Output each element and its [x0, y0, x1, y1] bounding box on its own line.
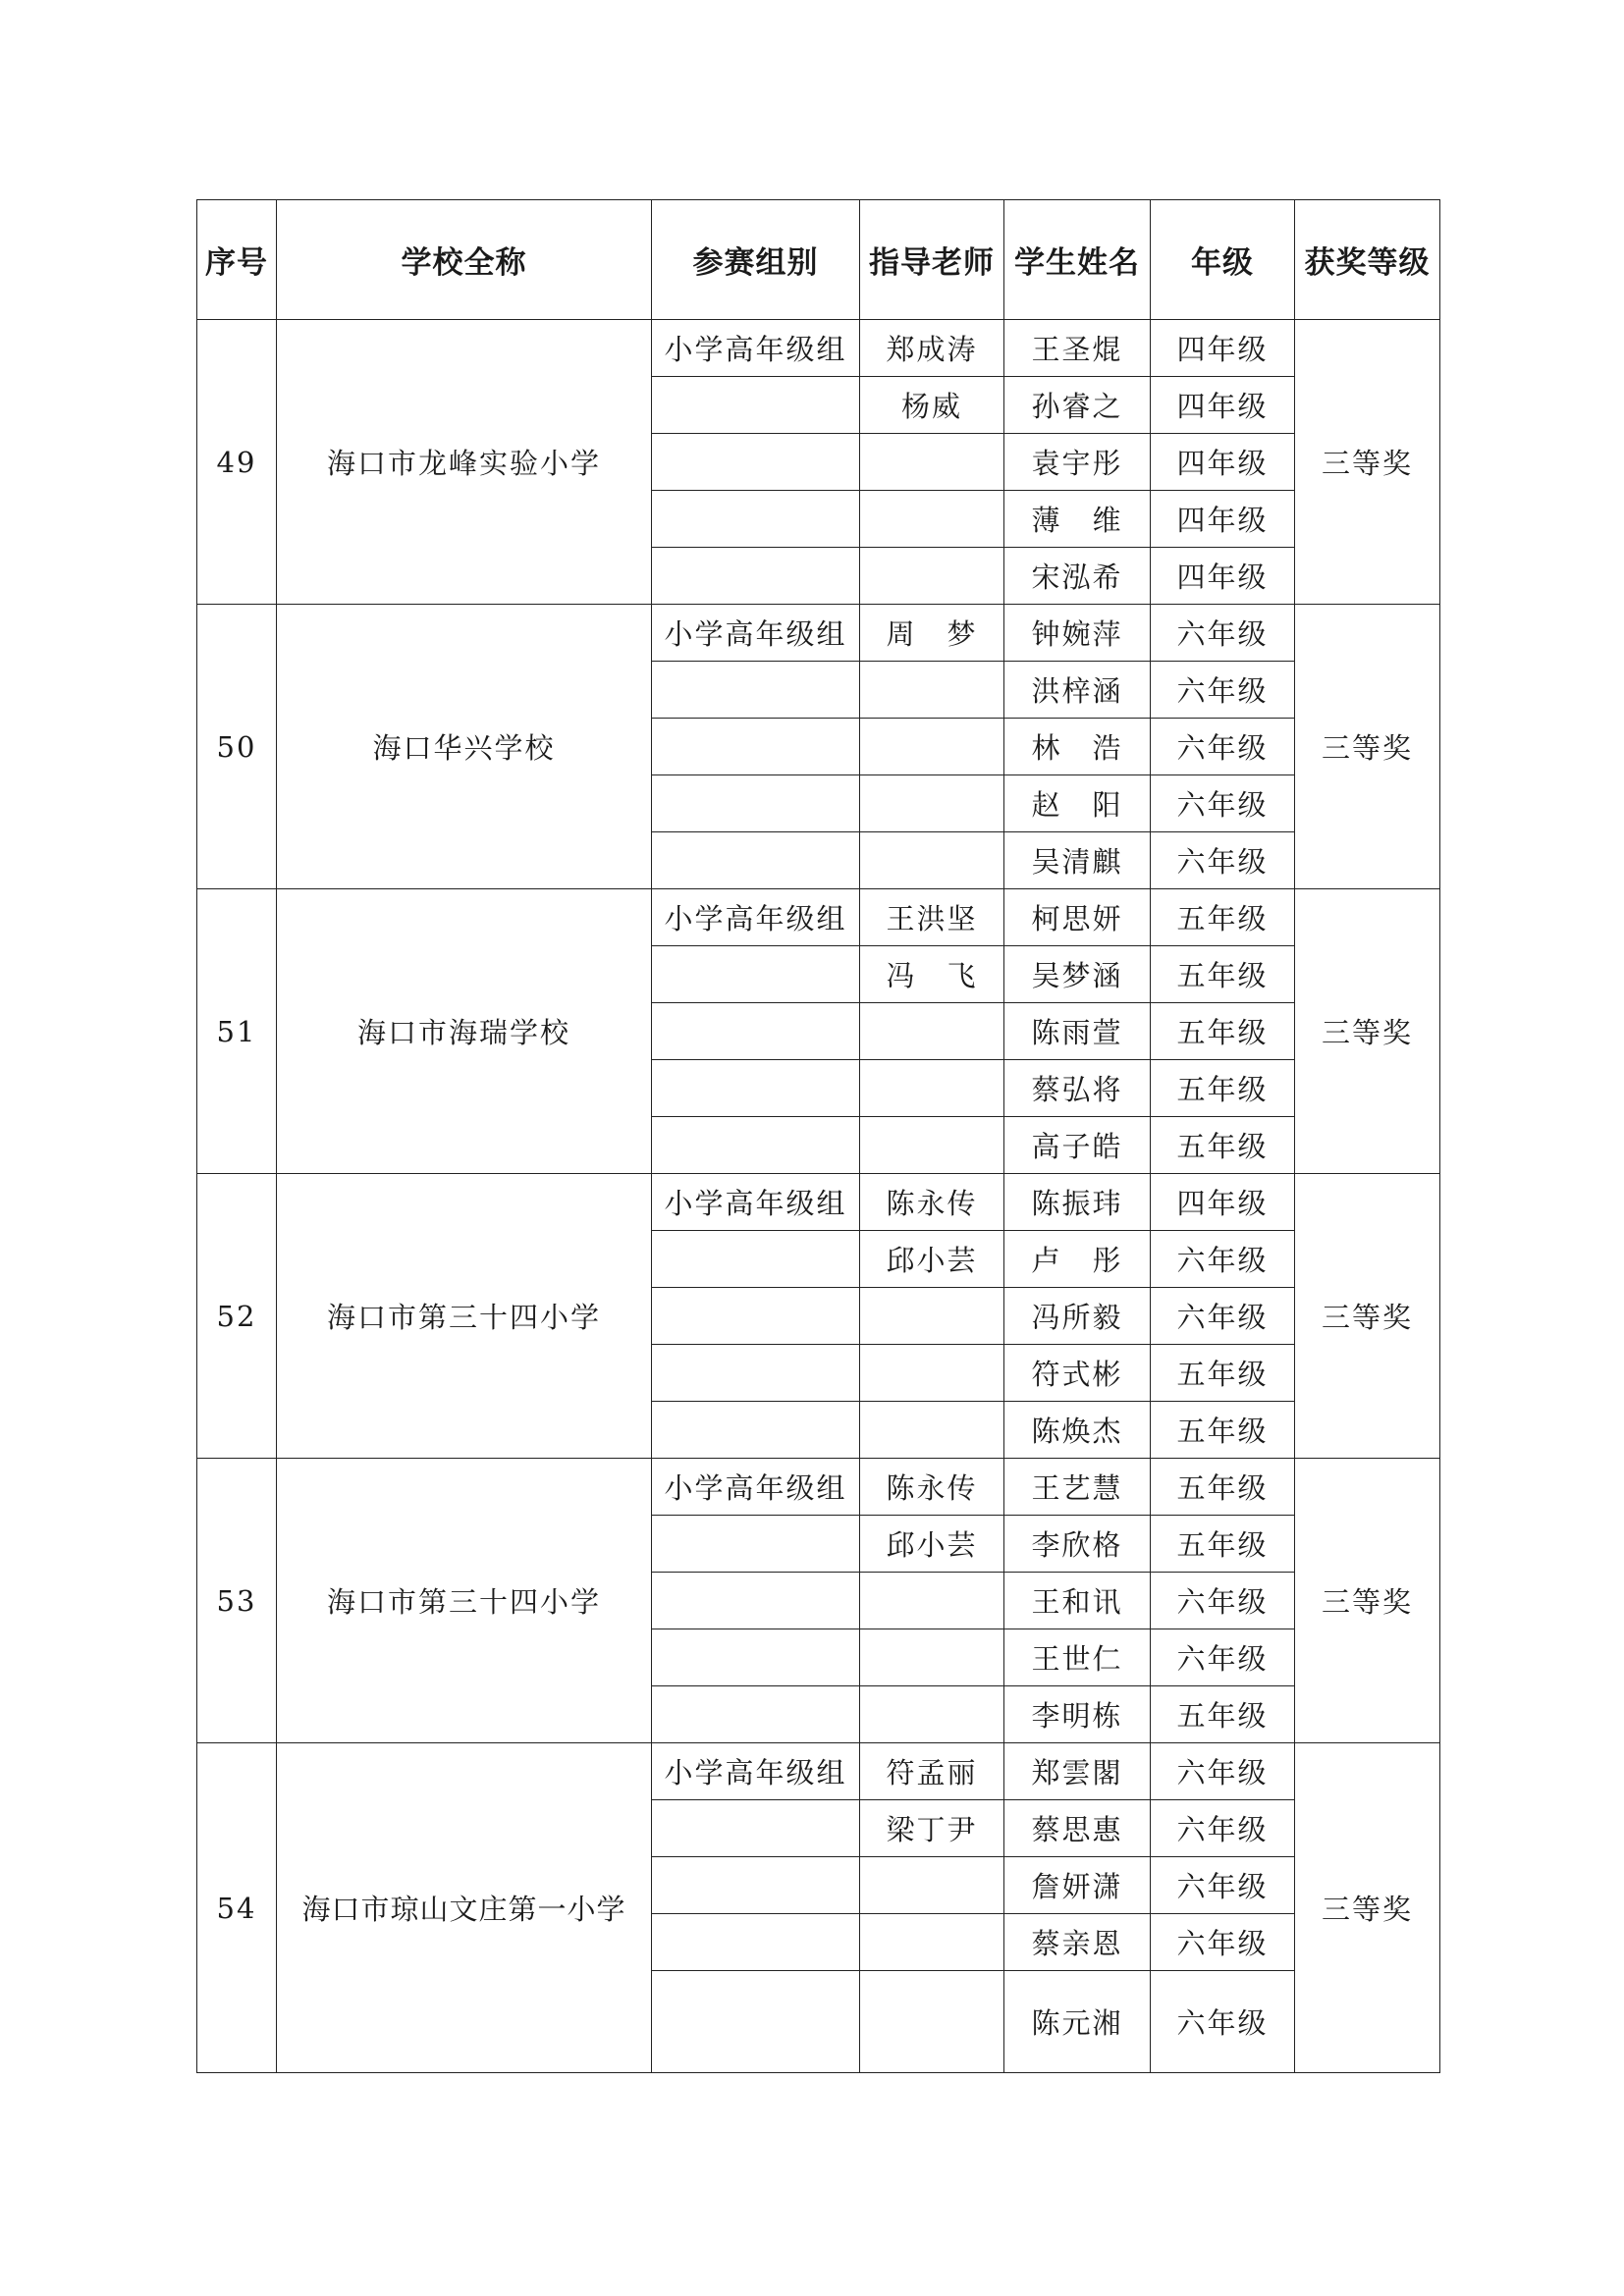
teacher-cell: 杨威: [860, 377, 1004, 434]
student-cell: 符式彬: [1004, 1345, 1151, 1402]
seq-cell: 51: [197, 889, 277, 1174]
award-cell: 三等奖: [1295, 1459, 1440, 1743]
group-cell: [652, 1117, 860, 1174]
grade-cell: 六年级: [1151, 1914, 1295, 1971]
school-cell: 海口华兴学校: [277, 605, 652, 889]
teacher-cell: 符孟丽: [860, 1743, 1004, 1800]
header-group: 参赛组别: [652, 200, 860, 320]
group-cell: 小学高年级组: [652, 605, 860, 662]
grade-cell: 五年级: [1151, 1516, 1295, 1573]
group-cell: [652, 832, 860, 889]
group-cell: [652, 1060, 860, 1117]
teacher-cell: 周 梦: [860, 605, 1004, 662]
grade-cell: 五年级: [1151, 1060, 1295, 1117]
group-cell: [652, 1402, 860, 1459]
teacher-cell: [860, 1288, 1004, 1345]
grade-cell: 五年级: [1151, 889, 1295, 946]
student-cell: 陈元湘: [1004, 1971, 1151, 2073]
grade-cell: 五年级: [1151, 1459, 1295, 1516]
teacher-cell: [860, 1857, 1004, 1914]
award-cell: 三等奖: [1295, 889, 1440, 1174]
seq-cell: 50: [197, 605, 277, 889]
group-cell: [652, 662, 860, 719]
award-cell: 三等奖: [1295, 1743, 1440, 2073]
student-cell: 吴清麒: [1004, 832, 1151, 889]
student-cell: 吴梦涵: [1004, 946, 1151, 1003]
grade-cell: 四年级: [1151, 434, 1295, 491]
student-cell: 陈雨萱: [1004, 1003, 1151, 1060]
teacher-cell: 邱小芸: [860, 1516, 1004, 1573]
student-cell: 蔡思惠: [1004, 1800, 1151, 1857]
teacher-cell: [860, 775, 1004, 832]
group-cell: [652, 719, 860, 775]
grade-cell: 四年级: [1151, 491, 1295, 548]
seq-cell: 54: [197, 1743, 277, 2073]
student-cell: 王圣焜: [1004, 320, 1151, 377]
award-cell: 三等奖: [1295, 320, 1440, 605]
group-cell: [652, 946, 860, 1003]
student-cell: 郑雲閣: [1004, 1743, 1151, 1800]
group-cell: [652, 1003, 860, 1060]
teacher-cell: 王洪坚: [860, 889, 1004, 946]
teacher-cell: 梁丁尹: [860, 1800, 1004, 1857]
group-cell: [652, 1686, 860, 1743]
teacher-cell: [860, 719, 1004, 775]
table-row: [197, 889, 1440, 946]
teacher-cell: [860, 548, 1004, 605]
student-cell: 王和讯: [1004, 1573, 1151, 1629]
grade-cell: 六年级: [1151, 605, 1295, 662]
grade-cell: 六年级: [1151, 775, 1295, 832]
student-cell: 薄 维: [1004, 491, 1151, 548]
grade-cell: 五年级: [1151, 946, 1295, 1003]
teacher-cell: [860, 662, 1004, 719]
group-cell: 小学高年级组: [652, 320, 860, 377]
teacher-cell: [860, 1573, 1004, 1629]
grade-cell: 五年级: [1151, 1686, 1295, 1743]
group-cell: [652, 1629, 860, 1686]
student-cell: 王艺慧: [1004, 1459, 1151, 1516]
teacher-cell: 陈永传: [860, 1459, 1004, 1516]
group-cell: [652, 434, 860, 491]
table-row: [197, 1459, 1440, 1516]
header-school: 学校全称: [277, 200, 652, 320]
group-cell: [652, 548, 860, 605]
group-cell: [652, 1971, 860, 2073]
teacher-cell: [860, 434, 1004, 491]
teacher-cell: [860, 1914, 1004, 1971]
grade-cell: 六年级: [1151, 719, 1295, 775]
teacher-cell: [860, 1629, 1004, 1686]
award-table: [196, 199, 1440, 2073]
group-cell: [652, 1288, 860, 1345]
group-cell: [652, 377, 860, 434]
group-cell: [652, 1345, 860, 1402]
teacher-cell: 邱小芸: [860, 1231, 1004, 1288]
school-cell: 海口市海瑞学校: [277, 889, 652, 1174]
table-row: [197, 605, 1440, 662]
award-cell: 三等奖: [1295, 605, 1440, 889]
student-cell: 詹妍潇: [1004, 1857, 1151, 1914]
grade-cell: 四年级: [1151, 377, 1295, 434]
teacher-cell: 郑成涛: [860, 320, 1004, 377]
grade-cell: 五年级: [1151, 1117, 1295, 1174]
group-cell: [652, 1573, 860, 1629]
student-cell: 蔡亲恩: [1004, 1914, 1151, 1971]
header-row: [197, 200, 1440, 320]
award-cell: 三等奖: [1295, 1174, 1440, 1459]
school-cell: 海口市龙峰实验小学: [277, 320, 652, 605]
header-teacher: 指导老师: [860, 200, 1004, 320]
student-cell: 陈振玮: [1004, 1174, 1151, 1231]
seq-cell: 49: [197, 320, 277, 605]
school-cell: 海口市琼山文庄第一小学: [277, 1743, 652, 2073]
group-cell: [652, 1516, 860, 1573]
school-cell: 海口市第三十四小学: [277, 1174, 652, 1459]
student-cell: 赵 阳: [1004, 775, 1151, 832]
grade-cell: 五年级: [1151, 1345, 1295, 1402]
school-cell: 海口市第三十四小学: [277, 1459, 652, 1743]
header-student: 学生姓名: [1004, 200, 1151, 320]
grade-cell: 六年级: [1151, 1743, 1295, 1800]
student-cell: 冯所毅: [1004, 1288, 1151, 1345]
header-seq: 序号: [197, 200, 277, 320]
table-row: [197, 320, 1440, 377]
group-cell: [652, 1857, 860, 1914]
student-cell: 孙睿之: [1004, 377, 1151, 434]
header-grade: 年级: [1151, 200, 1295, 320]
teacher-cell: [860, 1971, 1004, 2073]
grade-cell: 六年级: [1151, 1231, 1295, 1288]
header-award: 获奖等级: [1295, 200, 1440, 320]
group-cell: 小学高年级组: [652, 1459, 860, 1516]
student-cell: 卢 彤: [1004, 1231, 1151, 1288]
teacher-cell: [860, 1117, 1004, 1174]
group-cell: [652, 1800, 860, 1857]
student-cell: 李明栋: [1004, 1686, 1151, 1743]
grade-cell: 六年级: [1151, 1800, 1295, 1857]
teacher-cell: 陈永传: [860, 1174, 1004, 1231]
student-cell: 陈焕杰: [1004, 1402, 1151, 1459]
teacher-cell: [860, 832, 1004, 889]
group-cell: 小学高年级组: [652, 1174, 860, 1231]
grade-cell: 六年级: [1151, 1288, 1295, 1345]
student-cell: 蔡弘将: [1004, 1060, 1151, 1117]
seq-cell: 52: [197, 1174, 277, 1459]
teacher-cell: [860, 1402, 1004, 1459]
grade-cell: 六年级: [1151, 1971, 1295, 2073]
grade-cell: 四年级: [1151, 1174, 1295, 1231]
student-cell: 林 浩: [1004, 719, 1151, 775]
seq-cell: 53: [197, 1459, 277, 1743]
student-cell: 洪梓涵: [1004, 662, 1151, 719]
grade-cell: 五年级: [1151, 1402, 1295, 1459]
grade-cell: 四年级: [1151, 548, 1295, 605]
group-cell: 小学高年级组: [652, 1743, 860, 1800]
table-row: [197, 1174, 1440, 1231]
student-cell: 高子皓: [1004, 1117, 1151, 1174]
group-cell: [652, 491, 860, 548]
student-cell: 钟婉萍: [1004, 605, 1151, 662]
grade-cell: 五年级: [1151, 1003, 1295, 1060]
grade-cell: 六年级: [1151, 832, 1295, 889]
group-cell: [652, 1914, 860, 1971]
grade-cell: 六年级: [1151, 1629, 1295, 1686]
student-cell: 宋泓希: [1004, 548, 1151, 605]
grade-cell: 六年级: [1151, 1573, 1295, 1629]
student-cell: 王世仁: [1004, 1629, 1151, 1686]
student-cell: 李欣格: [1004, 1516, 1151, 1573]
teacher-cell: [860, 1345, 1004, 1402]
teacher-cell: [860, 1686, 1004, 1743]
group-cell: 小学高年级组: [652, 889, 860, 946]
teacher-cell: [860, 1060, 1004, 1117]
teacher-cell: [860, 1003, 1004, 1060]
teacher-cell: [860, 491, 1004, 548]
teacher-cell: 冯 飞: [860, 946, 1004, 1003]
group-cell: [652, 775, 860, 832]
group-cell: [652, 1231, 860, 1288]
grade-cell: 四年级: [1151, 320, 1295, 377]
student-cell: 袁宇彤: [1004, 434, 1151, 491]
grade-cell: 六年级: [1151, 1857, 1295, 1914]
table-row: [197, 1743, 1440, 1800]
student-cell: 柯思妍: [1004, 889, 1151, 946]
grade-cell: 六年级: [1151, 662, 1295, 719]
